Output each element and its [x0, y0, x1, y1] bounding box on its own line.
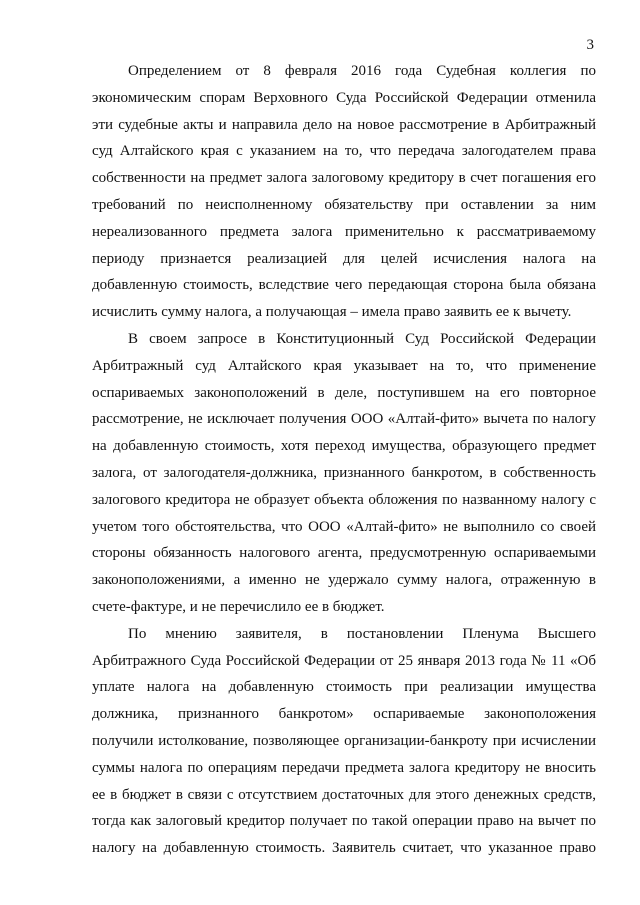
text-line: исчислить сумму налога, а получающая – имела право заявить ее к вычету.	[92, 304, 572, 321]
document-body	[92, 58, 596, 862]
page-number: 3	[586, 37, 594, 53]
text-line: В своем запросе в Конституционный Суд Российской Федерации	[128, 330, 596, 347]
text-line: периоду признается реализацией для целей исчисления налога на	[92, 250, 596, 267]
text-line: тогда как залоговый кредитор получает по такой операции право на вычет по	[92, 813, 596, 830]
text-line: уплате налога на добавленную стоимость при реализации имущества	[92, 679, 596, 696]
paragraph	[92, 326, 596, 621]
text-line: учетом того обстоятельства, что ООО «Алтай-фито» не выполнило со своей	[92, 518, 596, 535]
text-line: оспариваемых законоположений в деле, поступившем на его повторное	[92, 384, 596, 401]
text-line: стороны обязанность налогового агента, предусмотренную оспариваемыми	[92, 545, 596, 562]
text-line: требований по неисполненному обязательству при оставлении за ним	[92, 196, 596, 213]
text-line: должника, признанного банкротом» оспариваемые законоположения	[92, 706, 596, 723]
text-line: законоположениями, а именно не удержало сумму налога, отраженную в	[92, 572, 596, 589]
text-line: залога, от залогодателя-должника, признанного банкротом, в собственность	[92, 464, 596, 481]
paragraph	[92, 58, 596, 326]
text-line: счете-фактуре, и не перечислило ее в бюджет.	[92, 598, 385, 615]
text-line: добавленную стоимость, вследствие чего передающая сторона была обязана	[92, 277, 596, 294]
text-line: суммы налога по операциям передачи предмета залога кредитору не вносить	[92, 759, 596, 776]
text-line: на добавленную стоимость, хотя переход имущества, образующего предмет	[92, 438, 596, 455]
text-line: Арбитражного Суда Российской Федерации от 25 января 2013 года № 11 «Об	[92, 652, 596, 669]
text-line: Определением от 8 февраля 2016 года Судебная коллегия по	[128, 63, 596, 79]
text-line: получили истолкование, позволяющее организации-банкроту при исчислении	[92, 732, 596, 749]
paragraph	[92, 621, 596, 862]
text-line: собственности на предмет залога залоговому кредитору в счет погашения его	[92, 170, 596, 187]
text-line: По мнению заявителя, в постановлении Пленума Высшего	[128, 625, 596, 642]
text-line: эти судебные акты и направила дело на новое рассмотрение в Арбитражный	[92, 116, 596, 133]
text-line: налогу на добавленную стоимость. Заявитель считает, что указанное право	[92, 840, 596, 857]
text-line: экономическим спорам Верховного Суда Российской Федерации отменила	[92, 89, 596, 106]
text-line: ее в бюджет в связи с отсутствием достаточных для этого денежных средств,	[92, 786, 596, 803]
text-line: Арбитражный суд Алтайского края указывает на то, что применение	[92, 357, 596, 374]
text-line: залогового кредитора не образует объекта обложения по названному налогу с	[92, 491, 596, 508]
text-line: суд Алтайского края с указанием на то, что передача залогодателем права	[92, 143, 596, 160]
text-line: нереализованного предмета залога применительно к рассматриваемому	[92, 223, 596, 240]
text-line: рассмотрение, не исключает получения ООО «Алтай-фито» вычета по налогу	[92, 411, 596, 428]
